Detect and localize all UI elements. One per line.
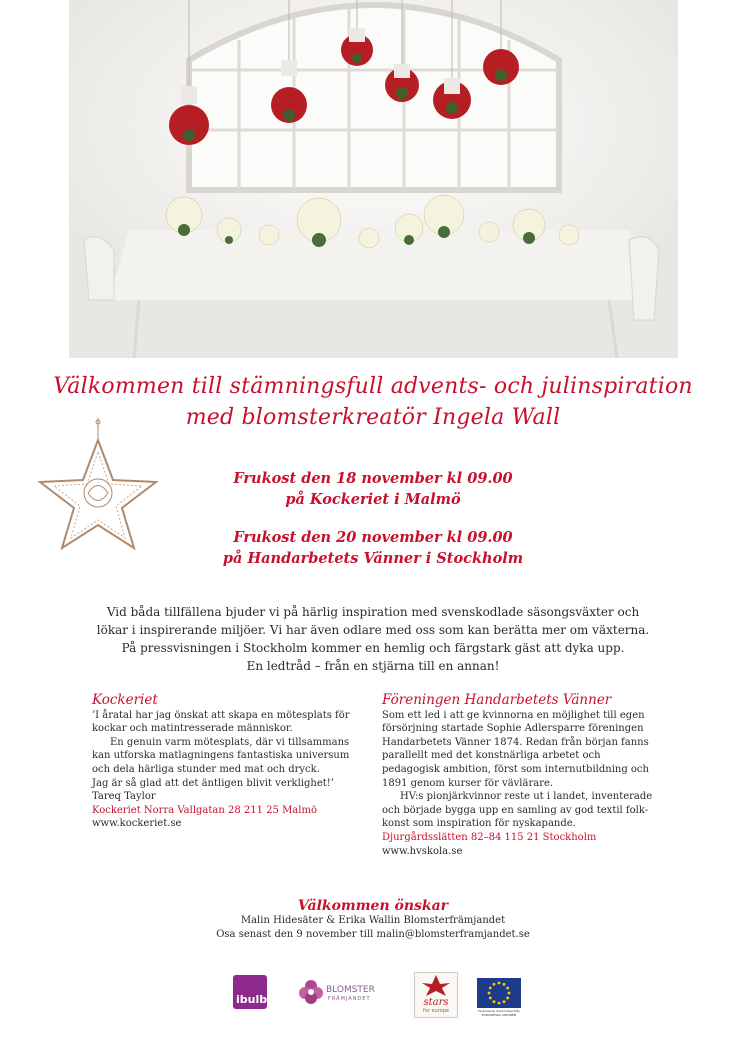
kockeriet-quote-3: Jag är så glad att det äntligen blivit verklighet!’ <box>92 777 334 789</box>
hv-column <box>382 694 660 858</box>
blomsterframjandet-logo <box>298 975 380 1009</box>
hv-website-link[interactable]: www.hvskola.se <box>382 845 463 857</box>
hv-title: Föreningen Handarbetets Vänner <box>382 692 612 708</box>
footer-rsvp: Osa senast den 9 november till malin@blomsterframjandet.se <box>216 929 530 940</box>
kockeriet-website-link[interactable]: www.kockeriet.se <box>92 818 182 830</box>
kockeriet-quote-2: En genuin varm mötesplats, där vi tillsammans kan utforska matlagningens fantastiska universum och dela härliga stunder med mat och dryck. <box>92 736 350 775</box>
intro-line-2: lökar i inspirerande miljöer. Vi har även odlare med oss som kan berätta mer om växterna. <box>96 623 650 637</box>
stars-for-europe-logo <box>414 972 458 1018</box>
eu-caption: Finansieras med medel från EUROPEISKA UNIONEN <box>478 1009 520 1017</box>
event-2-line-1: Frukost den 20 november kl 09.00 <box>233 529 513 546</box>
christmas-table-photo <box>69 0 678 358</box>
ibulb-logo-text: ibulb <box>236 993 268 1006</box>
intro-line-1: Vid båda tillfällena bjuder vi på härlig inspiration med svenskodlade säsongsväxter och <box>106 605 640 619</box>
kockeriet-address: Kockeriet Norra Vallgatan 28 211 25 Malmö <box>92 804 317 816</box>
intro-line-4: En ledtråd – från en stjärna till en annan! <box>246 659 500 673</box>
stars-text: stars <box>423 997 449 1008</box>
stars-sub: for europe <box>423 1008 449 1014</box>
hv-address: Djurgårdsslätten 82–84 115 21 Stockholm <box>382 831 597 843</box>
headline-line-1: Välkommen till stämningsfull advents- och julinspiration <box>53 374 693 399</box>
poinsettia-icon <box>415 973 457 997</box>
kockeriet-quote-1: ’I åratal har jag önskat att skapa en mötesplats för kockar och matintresserade människor. <box>92 709 350 735</box>
intro-line-3: På pressvisningen i Stockholm kommer en hemlig och färgstark gäst att dyka upp. <box>121 641 625 655</box>
eu-logo <box>477 978 521 1018</box>
event-2-line-2: på Handarbetets Vänner i Stockholm <box>222 550 524 567</box>
kockeriet-author: Tareq Taylor <box>92 791 156 803</box>
event-1-line-1: Frukost den 18 november kl 09.00 <box>233 470 513 487</box>
flower-icon <box>298 979 324 1005</box>
hv-paragraph-2: HV:s pionjärkvinnor reste ut i landet, inventerade och började bygga upp en samling av god textil folk-konst som inspiration för nyskapande. <box>382 791 653 830</box>
blomster-sub: FRÄMJANDET <box>328 996 371 1002</box>
footer-title: Välkommen önskar <box>297 898 449 914</box>
event-1-line-2: på Kockeriet i Malmö <box>285 491 461 508</box>
hv-paragraph-1: Som ett led i att ge kvinnorna en möjlighet till egen försörjning startade Sophie Adlersparre föreningen Handarbetets Vänner 1874. Redan från början fanns parallellt med det konstnärliga arbetet och pedagogisk ambition, först som internutbildning och 1891 genom kurser för vävlärare. <box>382 709 649 789</box>
headline-line-2: med blomsterkreatör Ingela Wall <box>185 405 561 430</box>
kockeriet-column <box>92 694 364 831</box>
hero-photo <box>69 0 678 358</box>
ibulb-logo <box>233 975 267 1009</box>
eu-flag-icon <box>477 978 521 1008</box>
kockeriet-title: Kockeriet <box>92 692 158 708</box>
blomster-name: BLOMSTER <box>326 985 375 995</box>
footer-hosts: Malin Hidesäter & Erika Wallin Blomsterfrämjandet <box>240 915 506 926</box>
